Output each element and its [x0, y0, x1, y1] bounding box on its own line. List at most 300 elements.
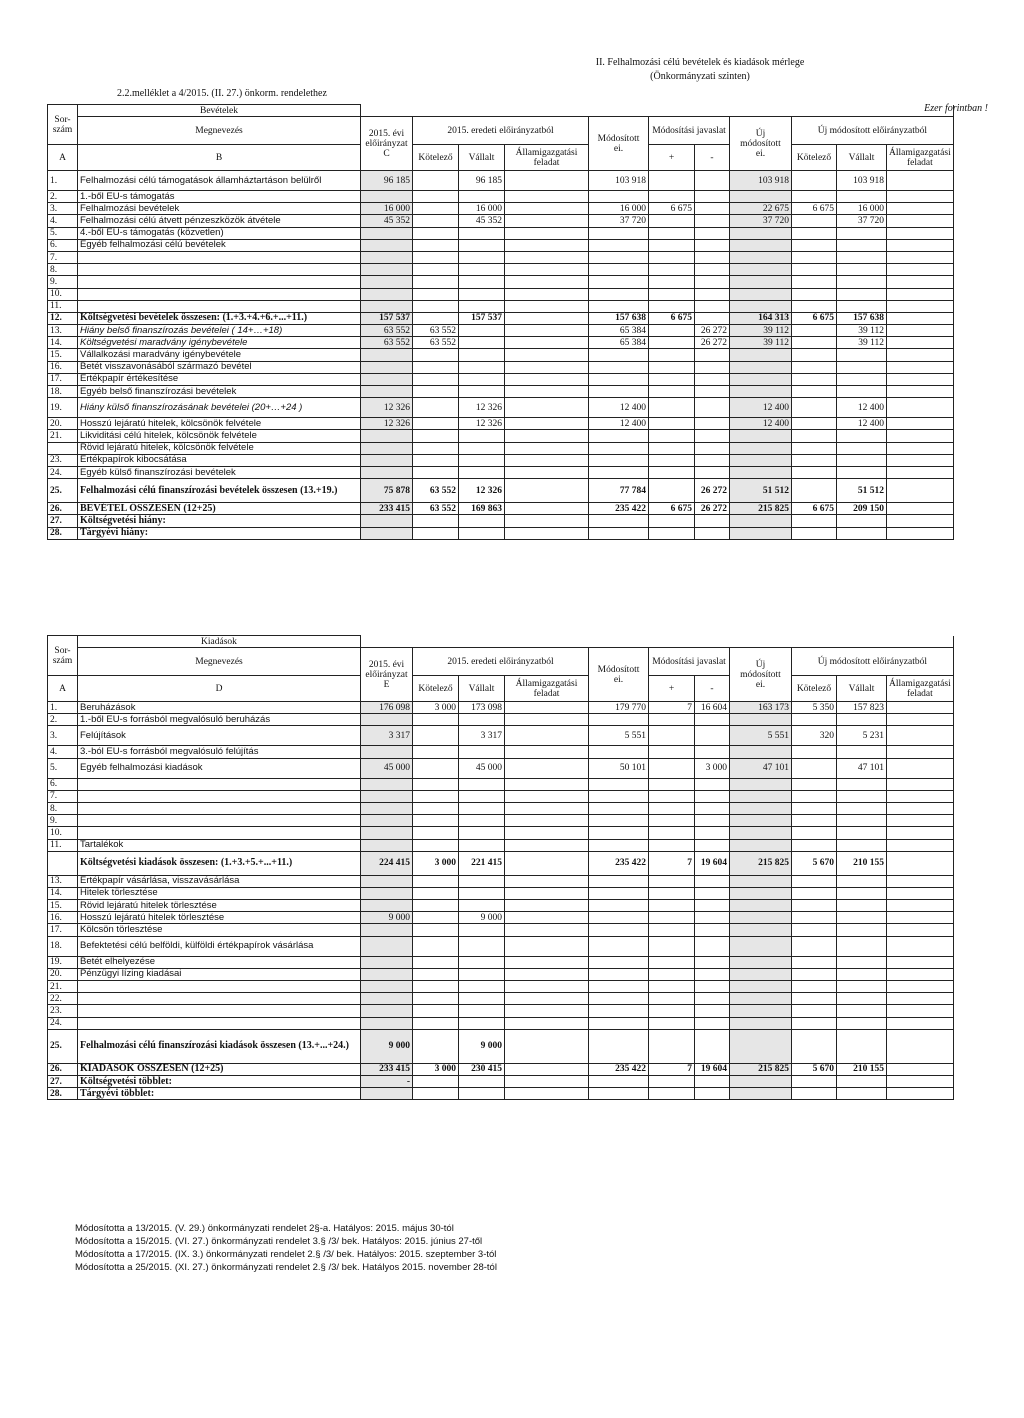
- cell-uj-kotelezo: [792, 515, 837, 527]
- cell-javaslat-plus: [649, 912, 695, 924]
- cell-modositott: [589, 912, 649, 924]
- cell-javaslat-minus: [695, 726, 730, 746]
- row-number: 5.: [48, 758, 78, 778]
- cell-kotelezo: [413, 239, 459, 251]
- cell-uj-ei: [730, 815, 792, 827]
- cell-allami: [505, 503, 589, 515]
- cell-eloiranyzat: 96 185: [361, 171, 413, 191]
- cell-kotelezo: [413, 1005, 459, 1017]
- cell-modositott: 65 384: [589, 337, 649, 349]
- row-label: [78, 251, 361, 263]
- cell-kotelezo: [413, 981, 459, 993]
- cell-uj-kotelezo: [792, 1005, 837, 1017]
- cell-uj-allami: [887, 968, 954, 980]
- row-number: 19.: [48, 398, 78, 418]
- cell-vallalt: 12 326: [459, 418, 505, 430]
- cell-uj-vallalt: [837, 239, 887, 251]
- table-row: [48, 936, 954, 956]
- uj-feladat-label: feladat: [906, 157, 933, 168]
- cell-modositott: 235 422: [589, 1063, 649, 1075]
- table-row: [48, 386, 954, 398]
- cell-javaslat-minus: [695, 900, 730, 912]
- header-row: [48, 145, 954, 171]
- cell-kotelezo: 63 552: [413, 337, 459, 349]
- cell-javaslat-plus: [649, 968, 695, 980]
- cell-javaslat-plus: 6 675: [649, 503, 695, 515]
- uj-label: Új: [755, 128, 766, 139]
- cell-eloiranyzat: [361, 714, 413, 726]
- cell-uj-vallalt: 51 512: [837, 479, 887, 503]
- cell-eloiranyzat: [361, 191, 413, 203]
- cell-javaslat-minus: [695, 887, 730, 899]
- cell-uj-allami: [887, 1063, 954, 1075]
- cell-javaslat-plus: [649, 442, 695, 454]
- section-title: Bevételek: [78, 105, 361, 117]
- feladat-label: feladat: [533, 157, 560, 168]
- cell-uj-kotelezo: [792, 171, 837, 191]
- cell-uj-ei: [730, 875, 792, 887]
- cell-javaslat-plus: [649, 839, 695, 851]
- income-table: [47, 104, 954, 540]
- cell-javaslat-plus: [649, 454, 695, 466]
- cell-javaslat-plus: [649, 790, 695, 802]
- cell-uj-ei: [730, 300, 792, 312]
- cell-uj-kotelezo: [792, 993, 837, 1005]
- cell-vallalt: [459, 887, 505, 899]
- cell-javaslat-plus: [649, 418, 695, 430]
- row-label: [78, 981, 361, 993]
- cell-allami: [505, 191, 589, 203]
- cell-eloiranyzat: [361, 288, 413, 300]
- cell-uj-ei: [730, 349, 792, 361]
- cell-uj-vallalt: [837, 1075, 887, 1087]
- cell-modositott: [589, 900, 649, 912]
- cell-uj-allami: [887, 288, 954, 300]
- cell-uj-allami: [887, 454, 954, 466]
- cell-uj-ei: [730, 1005, 792, 1017]
- cell-uj-ei: 39 112: [730, 325, 792, 337]
- title-line-1: II. Felhalmozási célú bevételek és kiadások mérlege: [595, 57, 805, 68]
- row-number: 2.: [48, 191, 78, 203]
- cell-javaslat-plus: [649, 746, 695, 758]
- cell-eloiranyzat: [361, 875, 413, 887]
- megnevezes-header: Megnevezés: [78, 648, 361, 676]
- cell-uj-kotelezo: [792, 337, 837, 349]
- cell-modositott: [589, 746, 649, 758]
- cell-allami: [505, 442, 589, 454]
- row-number: 21.: [48, 430, 78, 442]
- cell-uj-vallalt: 157 823: [837, 702, 887, 714]
- row-label: [78, 1005, 361, 1017]
- cell-allami: [505, 1005, 589, 1017]
- row-number: 13.: [48, 875, 78, 887]
- eloiranyzat-header: [361, 648, 413, 702]
- row-number: 14.: [48, 337, 78, 349]
- row-number: 6.: [48, 778, 78, 790]
- cell-javaslat-minus: [695, 466, 730, 478]
- cell-javaslat-plus: [649, 924, 695, 936]
- row-number: 18.: [48, 386, 78, 398]
- cell-kotelezo: [413, 839, 459, 851]
- cell-uj-kotelezo: [792, 936, 837, 956]
- row-number: 13.: [48, 325, 78, 337]
- cell-uj-vallalt: [837, 827, 887, 839]
- cell-javaslat-plus: [649, 956, 695, 968]
- amendment-notes: [75, 1222, 497, 1274]
- cell-vallalt: [459, 227, 505, 239]
- cell-modositott: [589, 993, 649, 1005]
- cell-vallalt: [459, 827, 505, 839]
- cell-kotelezo: [413, 726, 459, 746]
- cell-uj-ei: [730, 839, 792, 851]
- cell-vallalt: 173 098: [459, 702, 505, 714]
- cell-allami: [505, 912, 589, 924]
- row-number: 19.: [48, 956, 78, 968]
- cell-kotelezo: [413, 171, 459, 191]
- cell-javaslat-minus: [695, 276, 730, 288]
- table-row: [48, 264, 954, 276]
- section-title: Kiadások: [78, 636, 361, 648]
- uj-kotelezo-header: Kötelező: [792, 145, 837, 171]
- cell-uj-allami: [887, 276, 954, 288]
- cell-modositott: [589, 815, 649, 827]
- row-label: [78, 815, 361, 827]
- cell-javaslat-plus: [649, 527, 695, 539]
- cell-uj-allami: [887, 1005, 954, 1017]
- cell-modositott: [589, 430, 649, 442]
- cell-allami: [505, 924, 589, 936]
- cell-allami: [505, 981, 589, 993]
- row-number: 24.: [48, 1017, 78, 1029]
- cell-javaslat-plus: [649, 300, 695, 312]
- cell-allami: [505, 466, 589, 478]
- cell-eloiranyzat: 176 098: [361, 702, 413, 714]
- cell-uj-allami: [887, 758, 954, 778]
- cell-eloiranyzat: [361, 956, 413, 968]
- feladat-label: feladat: [533, 688, 560, 699]
- cell-javaslat-plus: [649, 276, 695, 288]
- cell-eloiranyzat: [361, 386, 413, 398]
- expense-table: [47, 635, 954, 1100]
- cell-eloiranyzat: [361, 993, 413, 1005]
- table-row: [48, 1005, 954, 1017]
- cell-allami: [505, 1075, 589, 1087]
- cell-kotelezo: [413, 215, 459, 227]
- cell-javaslat-minus: 19 604: [695, 851, 730, 875]
- cell-uj-ei: 215 825: [730, 503, 792, 515]
- cell-uj-allami: [887, 349, 954, 361]
- letter-a: A: [48, 676, 78, 702]
- cell-uj-vallalt: 209 150: [837, 503, 887, 515]
- cell-javaslat-plus: 7: [649, 851, 695, 875]
- cell-allami: [505, 936, 589, 956]
- cell-uj-kotelezo: 6 675: [792, 203, 837, 215]
- cell-javaslat-plus: [649, 337, 695, 349]
- cell-kotelezo: [413, 430, 459, 442]
- cell-vallalt: [459, 802, 505, 814]
- row-number: 9.: [48, 815, 78, 827]
- cell-kotelezo: [413, 276, 459, 288]
- megnevezes-header: Megnevezés: [78, 117, 361, 145]
- row-number: [48, 851, 78, 875]
- cell-javaslat-plus: [649, 887, 695, 899]
- cell-eloiranyzat: 233 415: [361, 503, 413, 515]
- cell-kotelezo: [413, 1088, 459, 1100]
- cell-uj-ei: [730, 956, 792, 968]
- row-number: 6.: [48, 239, 78, 251]
- cell-javaslat-minus: [695, 1088, 730, 1100]
- cell-uj-allami: [887, 239, 954, 251]
- cell-allami: [505, 349, 589, 361]
- cell-uj-kotelezo: [792, 912, 837, 924]
- cell-uj-allami: [887, 839, 954, 851]
- row-number: 15.: [48, 900, 78, 912]
- cell-javaslat-minus: [695, 839, 730, 851]
- cell-vallalt: [459, 191, 505, 203]
- cell-uj-ei: [730, 936, 792, 956]
- cell-modositott: [589, 300, 649, 312]
- cell-uj-kotelezo: [792, 398, 837, 418]
- cell-kotelezo: [413, 398, 459, 418]
- row-label: [78, 264, 361, 276]
- cell-allami: [505, 746, 589, 758]
- cell-javaslat-plus: [649, 1005, 695, 1017]
- uj-allami-header: [887, 145, 954, 171]
- table-row: [48, 778, 954, 790]
- cell-kotelezo: [413, 442, 459, 454]
- cell-uj-vallalt: 47 101: [837, 758, 887, 778]
- cell-allami: [505, 203, 589, 215]
- cell-uj-vallalt: [837, 1005, 887, 1017]
- cell-uj-kotelezo: 320: [792, 726, 837, 746]
- cell-uj-allami: [887, 851, 954, 875]
- cell-kotelezo: [413, 288, 459, 300]
- cell-uj-vallalt: [837, 288, 887, 300]
- cell-uj-allami: [887, 790, 954, 802]
- table-row: [48, 790, 954, 802]
- cell-eloiranyzat: [361, 790, 413, 802]
- cell-uj-vallalt: [837, 746, 887, 758]
- cell-modositott: [589, 827, 649, 839]
- cell-javaslat-plus: [649, 215, 695, 227]
- document-title: [560, 56, 840, 84]
- vallalt-header: Vállalt: [459, 145, 505, 171]
- cell-allami: [505, 968, 589, 980]
- cell-uj-allami: [887, 527, 954, 539]
- cell-javaslat-minus: [695, 981, 730, 993]
- cell-vallalt: [459, 466, 505, 478]
- allami-header: [505, 676, 589, 702]
- cell-eloiranyzat: [361, 1017, 413, 1029]
- cell-kotelezo: [413, 912, 459, 924]
- cell-uj-vallalt: 37 720: [837, 215, 887, 227]
- cell-uj-allami: [887, 361, 954, 373]
- cell-javaslat-minus: [695, 386, 730, 398]
- cell-vallalt: 9 000: [459, 912, 505, 924]
- cell-uj-allami: [887, 1088, 954, 1100]
- cell-uj-kotelezo: [792, 778, 837, 790]
- unit-note: Ezer forintban !: [924, 103, 988, 114]
- cell-uj-kotelezo: [792, 790, 837, 802]
- cell-uj-vallalt: 157 638: [837, 312, 887, 324]
- cell-javaslat-plus: 7: [649, 702, 695, 714]
- row-label: Költségvetési maradvány igénybevétele: [78, 337, 361, 349]
- cell-eloiranyzat: [361, 981, 413, 993]
- cell-kotelezo: 63 552: [413, 325, 459, 337]
- uj-modositott-header: [730, 648, 792, 702]
- ei-label: ei.: [613, 674, 624, 685]
- cell-uj-allami: [887, 702, 954, 714]
- cell-uj-allami: [887, 215, 954, 227]
- cell-eloiranyzat: [361, 361, 413, 373]
- cell-uj-ei: [730, 227, 792, 239]
- cell-uj-kotelezo: [792, 875, 837, 887]
- cell-javaslat-plus: [649, 251, 695, 263]
- cell-uj-allami: [887, 191, 954, 203]
- header-row: [48, 676, 954, 702]
- cell-kotelezo: [413, 956, 459, 968]
- evi-label: 2015. évi: [368, 128, 405, 139]
- cell-uj-allami: [887, 227, 954, 239]
- header-blank: [361, 636, 954, 648]
- cell-uj-ei: 5 551: [730, 726, 792, 746]
- row-label: Tárgyévi hiány:: [78, 527, 361, 539]
- plus-header: +: [649, 676, 695, 702]
- cell-vallalt: [459, 956, 505, 968]
- row-number: 14.: [48, 887, 78, 899]
- row-label: Költségvetési hiány:: [78, 515, 361, 527]
- minus-header: -: [695, 676, 730, 702]
- cell-uj-ei: [730, 515, 792, 527]
- cell-modositott: 235 422: [589, 503, 649, 515]
- table-row: [48, 288, 954, 300]
- cell-uj-allami: [887, 802, 954, 814]
- cell-allami: [505, 276, 589, 288]
- allami-label: Államigazgatási: [515, 678, 578, 689]
- cell-kotelezo: [413, 815, 459, 827]
- cell-uj-ei: [730, 430, 792, 442]
- cell-vallalt: [459, 936, 505, 956]
- row-number: 16.: [48, 361, 78, 373]
- cell-modositott: 103 918: [589, 171, 649, 191]
- cell-uj-kotelezo: [792, 1088, 837, 1100]
- cell-uj-allami: [887, 1017, 954, 1029]
- row-label: Felhalmozási célú átvett pénzeszközök átvétele: [78, 215, 361, 227]
- cell-javaslat-plus: [649, 802, 695, 814]
- cell-modositott: [589, 386, 649, 398]
- table-row: [48, 337, 954, 349]
- cell-modositott: 65 384: [589, 325, 649, 337]
- kotelezo-header: Kötelező: [413, 145, 459, 171]
- cell-uj-allami: [887, 373, 954, 385]
- cell-allami: [505, 361, 589, 373]
- row-number: 17.: [48, 373, 78, 385]
- modositott-label: Módosított: [597, 133, 640, 144]
- cell-allami: [505, 1017, 589, 1029]
- table-row: [48, 466, 954, 478]
- cell-javaslat-minus: 16 604: [695, 702, 730, 714]
- cell-uj-allami: [887, 325, 954, 337]
- cell-eloiranyzat: [361, 1088, 413, 1100]
- cell-vallalt: [459, 714, 505, 726]
- row-number: 25.: [48, 479, 78, 503]
- cell-kotelezo: [413, 827, 459, 839]
- cell-uj-allami: [887, 714, 954, 726]
- cell-kotelezo: [413, 373, 459, 385]
- cell-allami: [505, 993, 589, 1005]
- cell-allami: [505, 479, 589, 503]
- cell-uj-allami: [887, 203, 954, 215]
- cell-kotelezo: [413, 936, 459, 956]
- cell-uj-ei: [730, 454, 792, 466]
- row-label: Felhalmozási célú támogatások államháztartáson belülről: [78, 171, 361, 191]
- cell-vallalt: [459, 386, 505, 398]
- cell-vallalt: [459, 790, 505, 802]
- cell-javaslat-minus: [695, 398, 730, 418]
- sor-label: Sor-: [54, 645, 71, 656]
- cell-allami: [505, 726, 589, 746]
- cell-uj-kotelezo: [792, 839, 837, 851]
- cell-kotelezo: [413, 790, 459, 802]
- cell-uj-ei: [730, 1017, 792, 1029]
- row-label: [78, 300, 361, 312]
- cell-uj-kotelezo: [792, 325, 837, 337]
- cell-uj-ei: [730, 1075, 792, 1087]
- cell-uj-ei: [730, 361, 792, 373]
- cell-uj-vallalt: [837, 442, 887, 454]
- allami-label: Államigazgatási: [515, 147, 578, 158]
- row-label: Értékpapír értékesítése: [78, 373, 361, 385]
- cell-javaslat-plus: [649, 361, 695, 373]
- table-row: [48, 515, 954, 527]
- cell-vallalt: [459, 373, 505, 385]
- cell-uj-vallalt: [837, 714, 887, 726]
- cell-uj-vallalt: [837, 227, 887, 239]
- cell-javaslat-plus: [649, 875, 695, 887]
- cell-eloiranyzat: [361, 430, 413, 442]
- cell-uj-kotelezo: 5 670: [792, 851, 837, 875]
- cell-allami: [505, 337, 589, 349]
- cell-javaslat-minus: [695, 373, 730, 385]
- cell-vallalt: 12 326: [459, 398, 505, 418]
- cell-eloiranyzat: [361, 239, 413, 251]
- cell-uj-ei: [730, 527, 792, 539]
- cell-javaslat-minus: [695, 191, 730, 203]
- table-row: [48, 875, 954, 887]
- cell-uj-allami: [887, 993, 954, 1005]
- row-number: 1.: [48, 702, 78, 714]
- cell-kotelezo: [413, 778, 459, 790]
- cell-javaslat-minus: [695, 227, 730, 239]
- row-number: 28.: [48, 1088, 78, 1100]
- cell-uj-vallalt: 210 155: [837, 851, 887, 875]
- cell-uj-kotelezo: [792, 900, 837, 912]
- uj-allami-header: [887, 676, 954, 702]
- cell-javaslat-minus: [695, 171, 730, 191]
- cell-eloiranyzat: [361, 276, 413, 288]
- cell-kotelezo: [413, 466, 459, 478]
- cell-uj-ei: [730, 981, 792, 993]
- row-number: 16.: [48, 912, 78, 924]
- cell-uj-kotelezo: [792, 276, 837, 288]
- row-label: Vállalkozási maradvány igénybevétele: [78, 349, 361, 361]
- cell-allami: [505, 900, 589, 912]
- cell-modositott: [589, 936, 649, 956]
- row-number: 26.: [48, 503, 78, 515]
- cell-uj-vallalt: [837, 981, 887, 993]
- cell-modositott: [589, 1088, 649, 1100]
- cell-modositott: [589, 778, 649, 790]
